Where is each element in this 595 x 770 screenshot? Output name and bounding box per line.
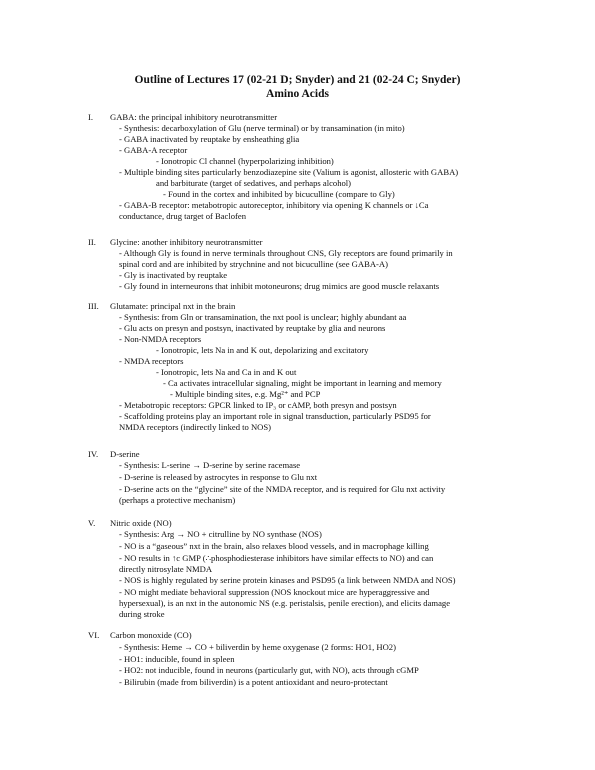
list-item: spinal cord and are inhibited by strychnine and not bicuculline (see GABA-A) bbox=[119, 259, 388, 269]
list-item: - Gly is inactivated by reuptake bbox=[119, 270, 228, 280]
list-item: - Bilirubin (made from biliverdin) is a potent antioxidant and neuro-protectant bbox=[119, 677, 388, 687]
list-item: - GABA inactivated by reuptake by ensheathing glia bbox=[119, 134, 300, 144]
section-number: IV. bbox=[88, 449, 99, 459]
list-item: - Synthesis: decarboxylation of Glu (nerve terminal) or by transamination (in mito) bbox=[119, 123, 405, 133]
list-item: - HO1: inducible, found in spleen bbox=[119, 654, 235, 664]
list-item: hypersexual), is an nxt in the autonomic NS (e.g. peristalsis, penile erection), and elicits damage bbox=[119, 598, 451, 608]
section-title: Carbon monoxide (CO) bbox=[110, 630, 192, 640]
section-heading-gaba bbox=[88, 112, 277, 123]
section-title: Glycine: another inhibitory neurotransmitter bbox=[110, 237, 263, 247]
section-title: Nitric oxide (NO) bbox=[110, 518, 172, 528]
list-item: - Glu acts on presyn and postsyn, inactivated by reuptake by glia and neurons bbox=[119, 323, 386, 333]
list-item: - Gly found in interneurons that inhibit motoneurons; drug mimics are good muscle relaxants bbox=[119, 281, 440, 291]
list-item: and barbiturate (target of sedatives, and perhaps alcohol) bbox=[156, 178, 352, 188]
list-item: - D-serine is released by astrocytes in response to Glu nxt bbox=[119, 472, 318, 482]
list-item: - NO might mediate behavioral suppression (NOS knockout mice are hyperaggressive and bbox=[119, 587, 430, 597]
list-item: directly nitrosylate NMDA bbox=[119, 564, 213, 574]
document-subtitle: Amino Acids bbox=[266, 88, 329, 100]
list-item: - Non-NMDA receptors bbox=[119, 334, 202, 344]
list-item: - Multiple binding sites particularly benzodiazepine site (Valium is agonist, allosteric with GABA) bbox=[119, 167, 459, 177]
list-item: - HO2: not inducible, found in neurons (particularly gut, with NO), acts through cGMP bbox=[119, 665, 419, 675]
section-heading-nitric-oxide bbox=[88, 518, 172, 529]
list-item: - Scaffolding proteins play an important role in signal transduction, particularly PSD95 for bbox=[119, 411, 431, 421]
section-number: V. bbox=[88, 518, 96, 528]
list-item: - Synthesis: L-serine → D-serine by serine racemase bbox=[119, 460, 301, 470]
list-item: - Ionotropic, lets Na in and K out, depolarizing and excitatory bbox=[156, 345, 369, 355]
list-item: - Although Gly is found in nerve terminals throughout CNS, Gly receptors are found primarily in bbox=[119, 248, 453, 258]
list-item: - Multiple binding sites, e.g. Mg²⁺ and PCP bbox=[170, 389, 321, 399]
list-item: - Found in the cortex and inhibited by bicuculline (compare to Gly) bbox=[163, 189, 395, 199]
list-item: - Ionotropic, lets Na and Ca in and K out bbox=[156, 367, 297, 377]
list-item: conductance, drug target of Baclofen bbox=[119, 211, 247, 221]
section-number: VI. bbox=[88, 630, 100, 640]
section-number: II. bbox=[88, 237, 96, 247]
section-heading-glycine bbox=[88, 237, 263, 248]
section-title: Glutamate: principal nxt in the brain bbox=[110, 301, 236, 311]
document-title: Outline of Lectures 17 (02-21 D; Snyder) and 21 (02-24 C; Snyder) bbox=[134, 74, 461, 86]
list-item: - GABA-B receptor: metabotropic autoreceptor, inhibitory via opening K channels or ↓Ca bbox=[119, 200, 429, 210]
list-item: NMDA receptors (indirectly linked to NOS) bbox=[119, 422, 272, 432]
section-title: GABA: the principal inhibitory neurotransmitter bbox=[110, 112, 278, 122]
section-heading-carbon-monoxide bbox=[88, 630, 192, 641]
list-item: - GABA-A receptor bbox=[119, 145, 188, 155]
list-item: - Ionotropic Cl channel (hyperpolarizing inhibition) bbox=[156, 156, 334, 166]
list-item: - Ca activates intracellular signaling, might be important in learning and memory bbox=[163, 378, 442, 388]
list-item: - NO is a “gaseous” nxt in the brain, also relaxes blood vessels, and in macrophage killing bbox=[119, 541, 429, 551]
section-title: D-serine bbox=[110, 449, 140, 459]
section-number: I. bbox=[88, 112, 94, 122]
list-item: - NO results in ↑c GMP (∴phosphodiesterase inhibitors have similar effects to NO) and can bbox=[119, 553, 434, 563]
section-heading-glutamate bbox=[88, 301, 235, 312]
section-number: III. bbox=[88, 301, 99, 311]
list-item: - Synthesis: Heme → CO + biliverdin by heme oxygenase (2 forms: HO1, HO2) bbox=[119, 642, 396, 652]
list-item: - NMDA receptors bbox=[119, 356, 184, 366]
list-item: - NOS is highly regulated by serine protein kinases and PSD95 (a link between NMDA and NOS) bbox=[119, 575, 456, 585]
list-item: - D-serine acts on the “glycine” site of the NMDA receptor, and is required for Glu nxt activity bbox=[119, 484, 446, 494]
list-item: (perhaps a protective mechanism) bbox=[119, 495, 236, 505]
list-item: during stroke bbox=[119, 609, 165, 619]
list-item: - Synthesis: from Gln or transamination, the nxt pool is unclear; highly abundant aa bbox=[119, 312, 407, 322]
section-heading-d-serine bbox=[88, 449, 140, 460]
list-item: - Synthesis: Arg → NO + citrulline by NO synthase (NOS) bbox=[119, 529, 322, 539]
list-item: - Metabotropic receptors: GPCR linked to IP₃ or cAMP, both presyn and postsyn bbox=[119, 400, 397, 410]
